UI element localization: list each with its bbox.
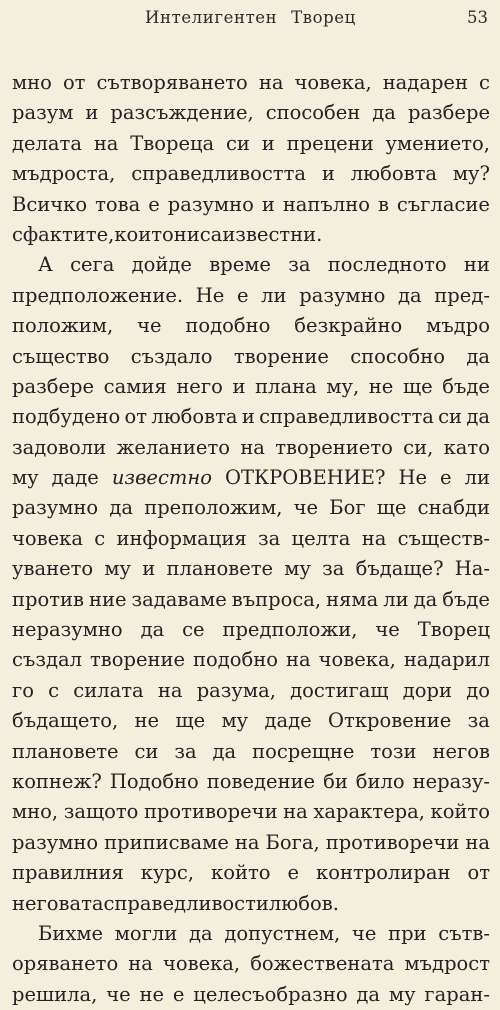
word: преположим, [144,496,283,520]
word: му [221,709,249,733]
word: че [351,921,377,945]
word: поведение [206,769,316,793]
word: надарен [382,71,468,94]
text-line [12,889,490,919]
word: контролиран [316,861,451,885]
word: разумно [167,192,254,216]
word: известни. [222,222,323,246]
word: и [255,891,269,915]
text-line [12,980,490,1010]
text-line [12,706,490,736]
text-line [12,797,490,827]
word: за [257,526,281,550]
text-line [12,463,490,493]
text-line [12,554,490,584]
word: на [465,830,490,854]
word: посрещне [252,739,355,763]
word: достигащ [290,678,389,702]
word: ние [88,587,127,611]
word: Подобно [109,769,199,793]
word: на [240,435,265,459]
word: предположение. [12,283,184,307]
text-line [12,828,490,858]
word: решила, [12,982,98,1006]
word: неразумно [12,618,123,642]
word: човека [12,526,83,550]
word: надарил [403,648,490,672]
word: от [62,71,86,94]
word: да [356,982,381,1006]
word: копнеж? [12,769,102,793]
word: даде [51,466,99,490]
word: справедливостта [259,405,434,429]
word: да [466,405,490,429]
word: оряването [12,952,119,976]
word: човека, [318,648,396,672]
word: положим, [12,314,114,338]
word: които [114,222,174,246]
text-line [12,949,490,979]
word: негов [432,739,490,763]
word: бъде [442,587,490,611]
word: че [137,314,162,338]
word: няма [326,587,379,611]
word: напълно [282,192,370,216]
word: въпроса, [231,587,322,611]
word: противоречи [143,800,278,824]
word: на [128,952,153,976]
word: справедливостта [131,162,306,186]
word: Всичко [12,192,88,216]
word: Откровение [328,709,452,733]
word: човека, [294,71,372,94]
page-header [0,8,500,34]
word: плановете [166,557,274,581]
running-title: Интелигентен Творец [145,8,356,27]
word: човека, [162,952,241,976]
text-line [12,858,490,888]
word: би [323,769,348,793]
word: подбудено [12,405,121,429]
word: неговата [12,891,104,915]
text-line [12,493,490,523]
word: си [438,405,463,429]
word: разумно [12,496,99,520]
word: плана [255,374,317,398]
word: и [261,131,275,155]
text-line [12,220,490,250]
word: курс, [140,861,195,885]
word: творението [275,435,393,459]
word: си [134,739,159,763]
word: бъдаще? [355,557,444,581]
word: на [283,800,308,824]
word: в [377,192,389,216]
word: могли [114,921,178,945]
word: и [261,192,275,216]
word: време [209,253,271,277]
word: сътв- [438,921,490,945]
word: разума, [196,678,276,702]
text-line [12,919,490,949]
word: си [226,131,250,155]
word: Бога, [265,830,320,854]
word: създало [130,344,213,368]
word: на [361,526,387,550]
word: не [134,709,160,733]
word: задоволи [12,435,107,459]
word: му, [326,374,360,398]
word: този [370,739,417,763]
word: любовта [350,162,437,186]
word: било [355,769,405,793]
word: и [232,374,246,398]
word: ще [175,709,206,733]
word: който [430,800,490,824]
word: пред- [434,283,490,307]
word: си, [403,435,434,459]
word: правилния [12,861,124,885]
word: сега [70,253,115,277]
word: справедливост [103,891,256,915]
page-number: 53 [467,8,488,27]
word: умението, [385,131,490,155]
word: му [104,557,132,581]
word: на [234,830,260,854]
word: мъдрост [404,952,490,976]
text-line [12,311,490,341]
word: разумно [12,830,99,854]
word: бъде [442,374,490,398]
word: на [286,648,311,672]
word: и [241,405,255,429]
word: който [211,861,271,885]
word: с [479,71,490,94]
text-line [12,342,490,372]
word: ли [464,466,490,490]
word: Бихме [38,921,104,945]
text-line [12,68,490,98]
word: ще [402,374,433,398]
word: за [467,709,490,733]
word: подобно [193,648,279,672]
word: способен [265,101,361,125]
word: любов. [268,891,339,915]
word: му [284,557,311,581]
word: подобно [185,314,271,338]
word: съществ- [397,526,490,550]
word: за [322,557,345,581]
word: даде [264,709,312,733]
word: мно, [12,800,59,824]
text-line [12,645,490,675]
word: задаваме [131,587,227,611]
text-line [12,737,490,767]
word: да [212,739,237,763]
text-line [12,159,490,189]
word: му [12,466,39,490]
word: е [172,982,185,1006]
word: ли [383,587,409,611]
word: разсъждение, [110,101,254,125]
word: се [182,618,205,642]
word: разум [12,101,74,125]
word: с [12,222,23,246]
word: любовта [151,405,238,429]
word: неразу- [412,769,490,793]
word: силата [73,678,144,702]
text-line [12,767,490,797]
text-line [12,402,490,432]
word: целта [291,526,351,550]
word: при [388,921,427,945]
word: Не [195,283,225,307]
word: дори [402,678,452,702]
word: е [148,192,160,216]
text-line [12,281,490,311]
word: А [38,253,53,277]
word: от [124,405,148,429]
word: създал [12,648,82,672]
word: с [94,526,106,550]
word: не [368,374,394,398]
word: че [375,618,400,642]
word: предположи, [222,618,358,642]
word: е [440,466,452,490]
word: да [398,283,422,307]
word: за [288,253,311,277]
word: плановете [12,739,119,763]
word: че [106,982,131,1006]
word: Бог [329,496,366,520]
word: мно [12,71,52,94]
word: противоречи [325,830,460,854]
word: дойде [131,253,192,277]
word: желанието [116,435,230,459]
word: приписваме [104,830,229,854]
word: Творец [417,618,490,642]
word: на [157,678,183,702]
word: способно [350,344,446,368]
word: против [12,587,84,611]
word: делата [12,131,82,155]
word: допустнем, [224,921,341,945]
word: гаран- [424,982,490,1006]
text-line [12,372,490,402]
word: последното [327,253,447,277]
word: да [189,921,213,945]
word: е [287,861,300,885]
text-line [12,433,490,463]
text-line [12,585,490,615]
word: не [139,982,165,1006]
word: и [142,557,156,581]
word: ни [173,222,200,246]
word: разумно [299,283,386,307]
word: го [12,678,34,702]
word: бъдащето, [12,709,119,733]
word: разбере [407,101,490,125]
text-line [12,524,490,554]
word: с [48,678,60,702]
word: на [93,131,119,155]
word: на [258,71,284,94]
word: Не [398,466,428,490]
word: да [466,344,490,368]
word: ни [463,253,490,277]
word: прецени [286,131,374,155]
word: безкрайно [294,314,403,338]
word: ли [261,283,287,307]
word: мъдро [426,314,490,338]
word: да [140,618,165,642]
word: защото [63,800,139,824]
word: мъдроста, [12,162,116,186]
word: самия [103,374,167,398]
word: ще [376,496,407,520]
word: му [388,982,416,1006]
text-line [12,98,490,128]
word: известно [111,466,212,490]
word: На- [454,557,490,581]
word: целесъобразно [193,982,348,1006]
word: разбере [12,374,95,398]
word: е [236,283,249,307]
word: божествената [250,952,395,976]
text-line [12,250,490,280]
word: за [174,739,197,763]
word: от [467,861,490,885]
word: като [443,435,490,459]
word: същество [12,344,110,368]
word: до [466,678,490,702]
body-text [12,68,490,1010]
word: Твореца [130,131,215,155]
word: и [321,162,335,186]
word: че [293,496,319,520]
word: да [109,496,133,520]
word: него [176,374,223,398]
word: и [85,101,99,125]
word: информация [116,526,247,550]
word: снабди [417,496,490,520]
text-line [12,676,490,706]
word: характера, [313,800,425,824]
word: творение [89,648,186,672]
text-line [12,615,490,645]
text-line [12,129,490,159]
word: сътворяването [96,71,248,94]
word: съгласие [396,192,490,216]
word: му? [452,162,490,186]
word: фактите, [22,222,115,246]
word: уването [12,557,94,581]
word: творение [233,344,329,368]
word: това [95,192,141,216]
word: да [413,587,438,611]
word: ОТКРОВЕНИЕ? [224,466,386,490]
word: да [372,101,396,125]
text-line [12,190,490,220]
word: са [199,222,223,246]
